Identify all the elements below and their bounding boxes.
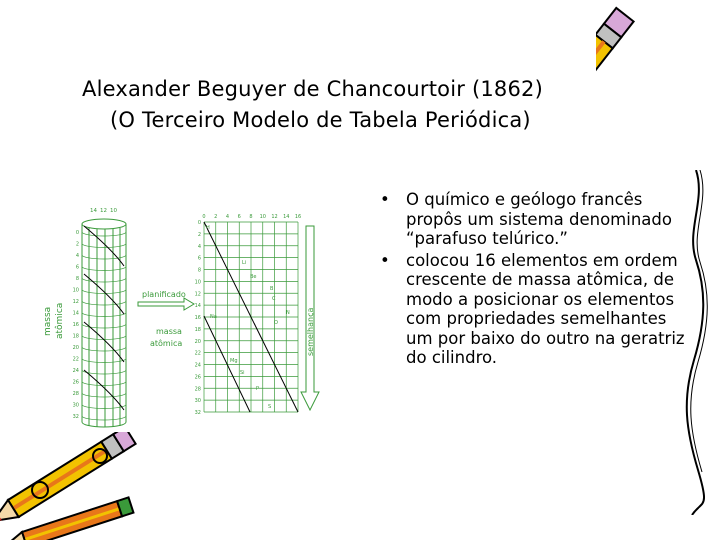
cyl-left-tick: 2 (75, 241, 79, 248)
sheet-left-tick: 20 (194, 338, 201, 345)
sheet-left-tick: 32 (194, 410, 201, 416)
figure-svg (34, 196, 320, 432)
cyl-left-tick: 30 (72, 402, 79, 409)
pencils-icon (0, 432, 170, 540)
label-semelhanca: semelhança (306, 307, 315, 356)
sheet-left-tick: 14 (194, 303, 201, 310)
label-planificado: planificado (142, 290, 186, 299)
sheet-left-tick: 2 (197, 231, 201, 238)
sheet-left-tick: 28 (194, 386, 201, 393)
cylinder-side-label (43, 303, 65, 339)
label-atomica: atômica (55, 302, 65, 339)
planificado-arrow (138, 290, 194, 348)
sheet-top-tick: 0 (202, 214, 206, 220)
element-label: S (268, 404, 272, 410)
label-massa: massa (43, 306, 53, 336)
sheet-top-tick: 6 (237, 214, 241, 220)
cylinder-helix (84, 226, 124, 410)
cyl-left-tick: 26 (72, 379, 79, 386)
cyl-left-tick: 4 (75, 253, 79, 259)
chancourtois-helix-figure (34, 196, 320, 432)
sheet-top-tick: 8 (249, 214, 253, 220)
helix-stroke (84, 370, 124, 410)
sheet-top-tick: 16 (294, 214, 302, 220)
cyl-left-tick: 28 (72, 391, 79, 397)
sheet-left-tick: 8 (197, 267, 201, 274)
cyl-left-tick: 22 (72, 356, 79, 363)
cyl-left-tick: 24 (72, 368, 79, 374)
cyl-left-tick: 0 (75, 230, 79, 236)
element-label: H (206, 225, 210, 231)
sheet-left-tick: 16 (194, 315, 201, 321)
cyl-top-tick: 10 (110, 208, 117, 214)
sheet-left-tick: 12 (194, 291, 201, 298)
title-line-1: Alexander Beguyer de Chancourtoir (1862) (82, 77, 544, 101)
label-atomica-2: atômica (150, 339, 183, 348)
semelhanca-arrow (301, 226, 319, 410)
bullet-item (376, 190, 696, 249)
cyl-top-tick: 14 (90, 208, 97, 214)
cyl-left-tick: 20 (72, 345, 79, 351)
sheet-top-tick: 12 (271, 214, 278, 220)
cyl-left-tick: 10 (72, 287, 79, 294)
bullet-list (376, 190, 696, 370)
cyl-left-tick: 8 (75, 276, 79, 282)
sheet-top-tick: 10 (259, 214, 266, 220)
sheet-left-tick: 30 (194, 398, 201, 405)
element-label: Be (250, 274, 257, 280)
bullet-text: O químico e geólogo francês propôs um sistema denominado “parafuso telúrico.” (406, 190, 672, 248)
element-label: Si (240, 370, 245, 376)
slide-title (82, 74, 602, 136)
element-label: Mg (230, 358, 238, 364)
sheet-left-ticks (195, 220, 201, 416)
cyl-left-tick: 14 (72, 310, 79, 317)
element-label: B (270, 286, 274, 292)
cyl-left-tick: 12 (72, 299, 79, 305)
bullet-marker: • (380, 250, 390, 270)
helix-stroke (84, 274, 124, 314)
sheet-top-ticks (202, 214, 301, 220)
element-label: Li (242, 260, 247, 266)
sheet-top-tick: 14 (283, 214, 290, 220)
title-line-2: (O Terceiro Modelo de Tabela Periódica) (110, 108, 531, 132)
sheet-left-tick: 26 (194, 374, 201, 381)
cylinder-top (82, 219, 126, 229)
label-massa-2: massa (156, 327, 182, 336)
sheet-left-tick: 22 (194, 350, 201, 357)
cylinder-left-ticks (73, 230, 79, 420)
sheet-left-tick: 10 (194, 279, 201, 286)
element-labels (206, 225, 290, 410)
sheet-top-tick: 2 (214, 214, 218, 220)
pencil-icon (596, 0, 716, 175)
sheet-left-tick: 24 (194, 362, 201, 369)
cyl-top-tick: 12 (100, 208, 107, 214)
planificado-arrow-shape (138, 298, 194, 310)
element-label: O (274, 320, 278, 326)
cyl-left-tick: 32 (72, 414, 79, 420)
sheet-left-tick: 0 (197, 220, 201, 226)
bullet-marker: • (380, 190, 390, 209)
cyl-left-tick: 6 (75, 264, 79, 271)
helix-stroke (84, 226, 124, 266)
element-label: C (272, 296, 276, 302)
cyl-left-tick: 16 (72, 322, 79, 328)
wavy-line-icon (678, 170, 714, 515)
sheet-left-tick: 18 (194, 326, 201, 333)
element-label: Na (210, 314, 217, 320)
element-label: N (286, 310, 290, 316)
sheet-top-tick: 4 (225, 214, 230, 220)
flat-helix-line-2 (204, 316, 250, 412)
sheet-left-tick: 6 (197, 255, 201, 262)
bullet-item (376, 251, 696, 368)
cylinder-top-ticks (90, 208, 117, 214)
cyl-left-tick: 18 (72, 333, 79, 340)
sheet-left-tick: 4 (197, 243, 201, 250)
bullet-text: colocou 16 elementos em ordem crescente de massa atômica, de modo a posicionar os elementos com propriedades semelhantes um por baixo do outro na geratriz do cilindro. (406, 250, 685, 367)
element-label: P (256, 386, 260, 392)
